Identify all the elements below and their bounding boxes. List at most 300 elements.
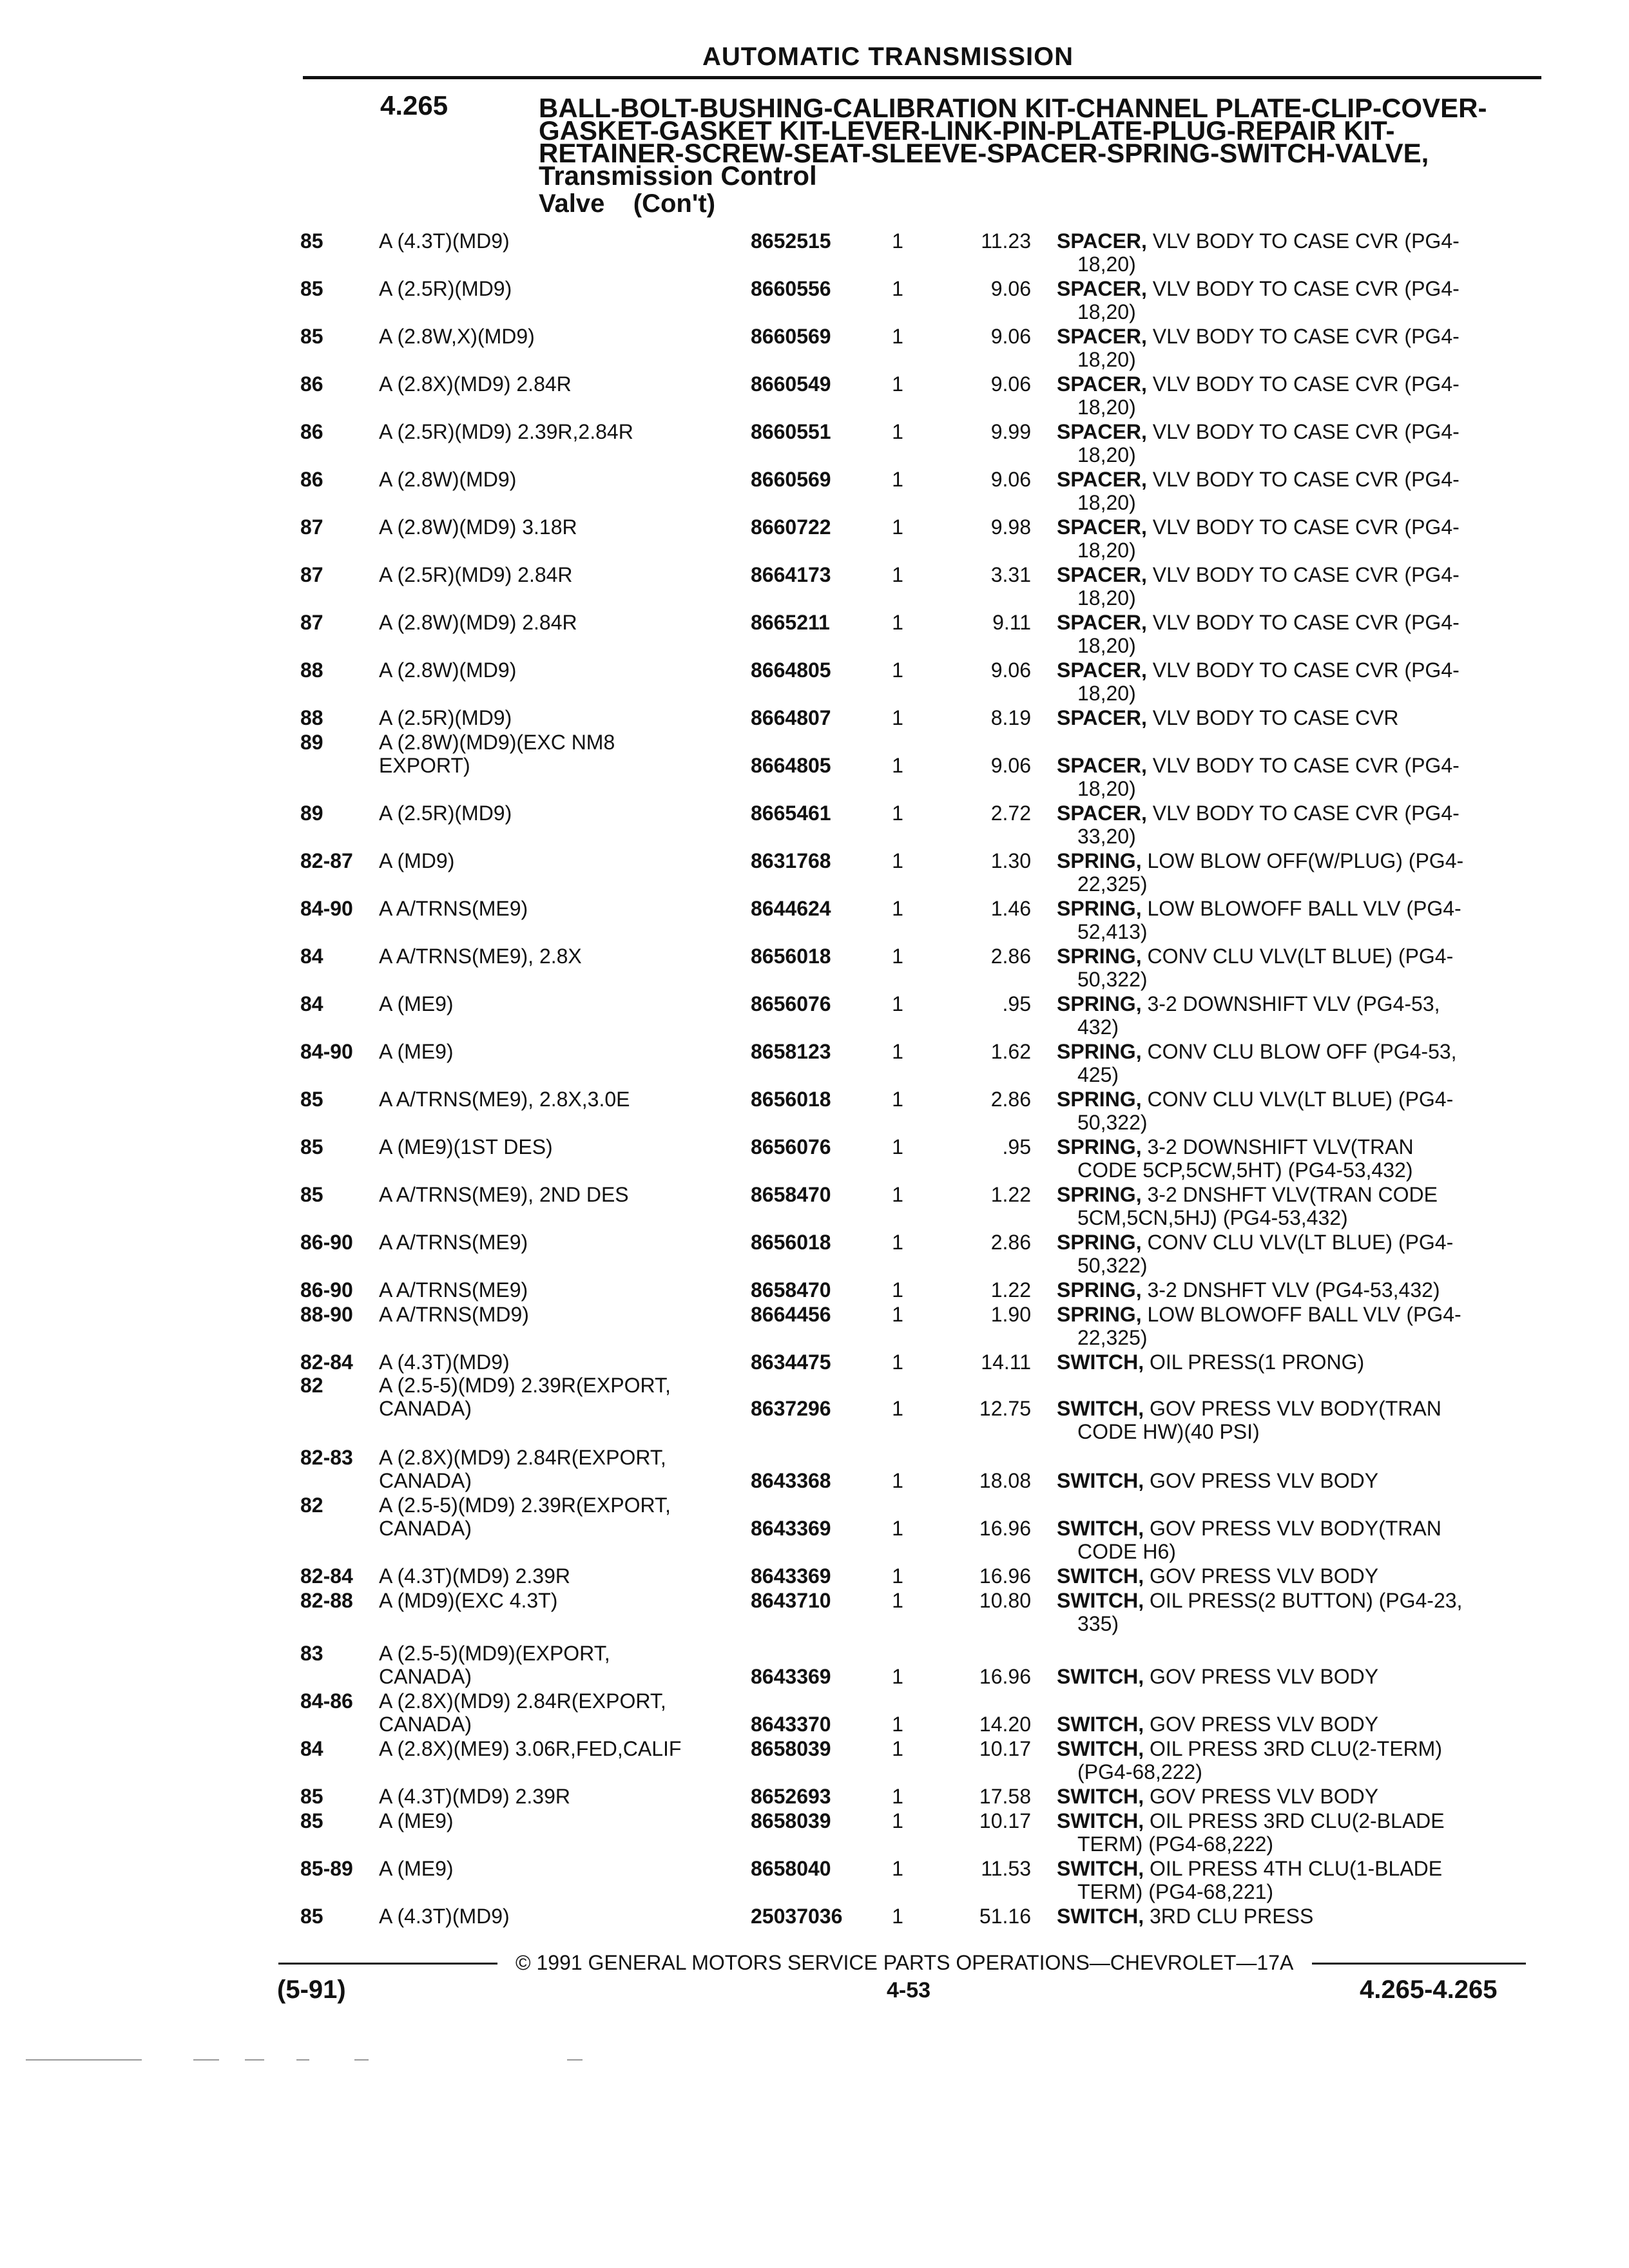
model-year: 86-90 [300,1231,353,1254]
part-name-keyword: SPACER, [1057,706,1147,729]
part-name-keyword: SWITCH, [1057,1809,1144,1832]
part-name-detail: GOV PRESS VLV BODY [1144,1564,1379,1588]
part-name-detail: GOV PRESS VLV BODY [1144,1665,1379,1688]
application-description: A (2.8X)(MD9) 2.84R(EXPORT, CANADA) [379,1689,666,1736]
quantity: 1 [892,945,903,968]
part-name [1057,420,1534,443]
part-name [1057,611,1534,634]
part-name-continuation: 18,20) [1077,634,1136,657]
model-year: 87 [300,515,323,539]
part-name [1057,897,1534,920]
price: 1.22 [990,1183,1031,1206]
part-number: 8643368 [751,1469,831,1492]
part-name-continuation: 50,322) [1077,968,1148,991]
part-name [1057,802,1534,825]
part-name-keyword: SPACER, [1057,468,1147,491]
model-year: 86 [300,420,323,443]
quantity: 1 [892,1809,903,1832]
price: 9.06 [990,658,1031,682]
quantity: 1 [892,1088,903,1111]
part-number: 8664805 [751,658,831,682]
application-description: A A/TRNS(ME9), 2.8X [379,945,582,968]
part-name-keyword: SWITCH, [1057,1737,1144,1760]
quantity: 1 [892,802,903,825]
application-description: A (2.8X)(ME9) 3.06R,FED,CALIF [379,1737,682,1760]
part-number: 8658123 [751,1040,831,1063]
part-number: 8634475 [751,1350,831,1374]
price: .95 [1002,1135,1031,1158]
model-year: 82-88 [300,1589,353,1612]
part-number: 25037036 [751,1905,843,1928]
part-name [1057,1517,1534,1540]
part-name-detail: 3-2 DOWNSHIFT VLV (PG4-53, [1141,992,1440,1015]
application-description: A A/TRNS(MD9) [379,1303,529,1326]
quantity: 1 [892,1040,903,1063]
quantity: 1 [892,1665,903,1688]
part-name-detail: VLV BODY TO CASE CVR [1146,706,1399,729]
page-header-title: AUTOMATIC TRANSMISSION [702,43,1074,71]
price: 10.17 [979,1737,1031,1760]
part-number: 8658470 [751,1278,831,1302]
part-number: 8656018 [751,945,831,968]
part-name-detail: GOV PRESS VLV BODY [1144,1713,1379,1736]
application-description: A (2.8W)(MD9) [379,468,517,491]
part-name-keyword: SPRING, [1057,1278,1142,1302]
price: 9.06 [990,754,1031,777]
part-name-detail: OIL PRESS(1 PRONG) [1144,1350,1365,1374]
part-name-detail: VLV BODY TO CASE CVR (PG4- [1146,468,1460,491]
part-name-keyword: SPACER, [1057,515,1147,539]
model-year: 88 [300,706,323,729]
part-name [1057,1231,1534,1254]
part-name-continuation: 18,20) [1077,396,1136,419]
part-name [1057,1857,1534,1880]
price: 9.06 [990,325,1031,348]
part-name-detail: LOW BLOWOFF BALL VLV (PG4- [1141,1303,1461,1326]
model-year: 89 [300,802,323,825]
part-name-keyword: SPACER, [1057,277,1147,300]
part-number: 8658039 [751,1809,831,1832]
scan-artifact [296,2059,309,2061]
part-name-detail: OIL PRESS 3RD CLU(2-TERM) [1144,1737,1442,1760]
part-number: 8643370 [751,1713,831,1736]
quantity: 1 [892,1183,903,1206]
footer-section-range: 4.265-4.265 [1360,1975,1498,2004]
section-subtitle: Transmission Control [539,160,817,191]
part-name-continuation: 18,20) [1077,253,1136,276]
part-name-detail: VLV BODY TO CASE CVR (PG4- [1146,611,1460,634]
part-name [1057,1397,1534,1420]
part-number: 8660551 [751,420,831,443]
quantity: 1 [892,277,903,300]
part-number: 8664456 [751,1303,831,1326]
price: 10.17 [979,1809,1031,1832]
part-name-continuation: 52,413) [1077,920,1148,943]
part-name-keyword: SPRING, [1057,1135,1142,1158]
price: 16.96 [979,1564,1031,1588]
quantity: 1 [892,515,903,539]
part-number: 8656076 [751,1135,831,1158]
model-year: 86 [300,468,323,491]
model-year: 85 [300,1809,323,1832]
part-number: 8652693 [751,1785,831,1808]
application-description: A A/TRNS(ME9), 2.8X,3.0E [379,1088,630,1111]
application-description: A (2.5R)(MD9) 2.39R,2.84R [379,420,633,443]
part-name [1057,1469,1534,1492]
part-name-keyword: SPACER, [1057,420,1147,443]
model-year: 84-86 [300,1689,353,1713]
application-description: A (ME9) [379,1857,454,1880]
part-name-continuation: 5CM,5CN,5HJ) (PG4-53,432) [1077,1206,1348,1229]
model-year: 85 [300,1183,323,1206]
part-name-continuation: 18,20) [1077,682,1136,705]
part-name [1057,1350,1534,1374]
part-name-detail: OIL PRESS(2 BUTTON) (PG4-23, [1144,1589,1463,1612]
price: 16.96 [979,1517,1031,1540]
application-description: A (2.5R)(MD9) [379,802,512,825]
part-name-keyword: SWITCH, [1057,1905,1144,1928]
model-year: 85 [300,1905,323,1928]
footer-rule-left [278,1963,497,1965]
application-description: A (2.8W)(MD9) 3.18R [379,515,577,539]
quantity: 1 [892,849,903,872]
quantity: 1 [892,563,903,586]
price: 9.06 [990,372,1031,396]
part-number: 8660549 [751,372,831,396]
price: 9.99 [990,420,1031,443]
part-number: 8660569 [751,468,831,491]
part-name-keyword: SPACER, [1057,325,1147,348]
price: .95 [1002,992,1031,1015]
price: 51.16 [979,1905,1031,1928]
application-description: A (2.8W)(MD9)(EXC NM8 EXPORT) [379,731,615,777]
model-year: 85-89 [300,1857,353,1880]
part-name-keyword: SWITCH, [1057,1857,1144,1880]
application-description: A (MD9) [379,849,455,872]
part-name-keyword: SPACER, [1057,372,1147,396]
price: 9.98 [990,515,1031,539]
application-description: A (4.3T)(MD9) [379,1905,510,1928]
part-name-keyword: SPRING, [1057,1088,1142,1111]
part-name [1057,754,1534,777]
part-name-detail: VLV BODY TO CASE CVR (PG4- [1146,325,1460,348]
price: 10.80 [979,1589,1031,1612]
quantity: 1 [892,897,903,920]
part-name [1057,658,1534,682]
model-year: 86-90 [300,1278,353,1302]
part-name-keyword: SPRING, [1057,1183,1142,1206]
part-name [1057,706,1534,729]
application-description: A (ME9)(1ST DES) [379,1135,553,1158]
price: 17.58 [979,1785,1031,1808]
part-number: 8643369 [751,1517,831,1540]
part-number: 8660556 [751,277,831,300]
quantity: 1 [892,611,903,634]
part-name-keyword: SWITCH, [1057,1785,1144,1808]
model-year: 88 [300,658,323,682]
part-name-keyword: SPRING, [1057,1040,1142,1063]
model-year: 87 [300,563,323,586]
quantity: 1 [892,706,903,729]
part-name [1057,1040,1534,1063]
part-name-detail: GOV PRESS VLV BODY [1144,1785,1379,1808]
scan-artifact [245,2059,264,2061]
price: 11.23 [981,229,1031,253]
part-name [1057,1088,1534,1111]
quantity: 1 [892,1350,903,1374]
price: 1.46 [990,897,1031,920]
application-description: A (4.3T)(MD9) [379,1350,510,1374]
part-name-keyword: SWITCH, [1057,1517,1144,1540]
quantity: 1 [892,1135,903,1158]
part-number: 8658470 [751,1183,831,1206]
model-year: 88-90 [300,1303,353,1326]
part-name [1057,1905,1534,1928]
part-name-detail: VLV BODY TO CASE CVR (PG4- [1146,563,1460,586]
part-name-detail: VLV BODY TO CASE CVR (PG4- [1146,515,1460,539]
table-row [0,1494,1629,1564]
price: 1.90 [990,1303,1031,1326]
quantity: 1 [892,1737,903,1760]
application-description: A (2.8W)(MD9) [379,658,517,682]
model-year: 84-90 [300,1040,353,1063]
part-name-detail: 3-2 DOWNSHIFT VLV(TRAN [1141,1135,1414,1158]
application-description: A (2.8W)(MD9) 2.84R [379,611,577,634]
application-description: A (2.5R)(MD9) [379,277,512,300]
model-year: 82-84 [300,1350,353,1374]
part-name-keyword: SPACER, [1057,611,1147,634]
part-name-continuation: CODE 5CP,5CW,5HT) (PG4-53,432) [1077,1158,1413,1182]
part-number: 8644624 [751,897,831,920]
quantity: 1 [892,420,903,443]
model-year: 85 [300,229,323,253]
part-name-continuation: 18,20) [1077,491,1136,514]
part-name-continuation: 50,322) [1077,1254,1148,1277]
part-name-detail: CONV CLU VLV(LT BLUE) (PG4- [1141,1231,1454,1254]
quantity: 1 [892,1517,903,1540]
price: 9.06 [990,277,1031,300]
part-name [1057,849,1534,872]
quantity: 1 [892,1278,903,1302]
part-name-keyword: SPACER, [1057,563,1147,586]
price: 2.86 [990,1231,1031,1254]
model-year: 82-84 [300,1564,353,1588]
part-name [1057,229,1534,253]
model-year: 82 [300,1494,323,1517]
part-name-detail: VLV BODY TO CASE CVR (PG4- [1146,372,1460,396]
application-description: A (ME9) [379,1809,454,1832]
part-number: 8660722 [751,515,831,539]
part-name-keyword: SWITCH, [1057,1397,1144,1420]
part-name-detail: GOV PRESS VLV BODY [1144,1469,1379,1492]
application-description: A A/TRNS(ME9) [379,1231,528,1254]
quantity: 1 [892,1713,903,1736]
application-description: A (ME9) [379,1040,454,1063]
model-year: 85 [300,325,323,348]
quantity: 1 [892,658,903,682]
quantity: 1 [892,1785,903,1808]
part-name-detail: VLV BODY TO CASE CVR (PG4- [1146,802,1460,825]
part-name-detail: CONV CLU VLV(LT BLUE) (PG4- [1141,1088,1454,1111]
part-name-continuation: 18,20) [1077,348,1136,371]
part-number: 8643710 [751,1589,831,1612]
part-name-continuation: TERM) (PG4-68,221) [1077,1880,1274,1903]
part-name [1057,1183,1534,1206]
model-year: 82 [300,1374,323,1397]
table-row [0,731,1629,802]
model-year: 87 [300,611,323,634]
part-number: 8656018 [751,1088,831,1111]
application-description: A (ME9) [379,992,454,1015]
model-year: 85 [300,1088,323,1111]
part-number: 8631768 [751,849,831,872]
part-number: 8643369 [751,1665,831,1688]
part-name [1057,1589,1534,1612]
part-name-continuation: 33,20) [1077,825,1136,848]
part-name-keyword: SPRING, [1057,849,1142,872]
part-name-continuation: 18,20) [1077,443,1136,466]
application-description: A (2.8X)(MD9) 2.84R [379,372,572,396]
section-number: 4.265 [380,90,448,120]
application-description: A (4.3T)(MD9) 2.39R [379,1564,570,1588]
quantity: 1 [892,992,903,1015]
price: 1.30 [990,849,1031,872]
model-year: 84 [300,992,323,1015]
part-name [1057,992,1534,1015]
part-name [1057,277,1534,300]
part-name [1057,372,1534,396]
price: 1.22 [990,1278,1031,1302]
part-name-keyword: SPACER, [1057,658,1147,682]
model-year: 84-90 [300,897,353,920]
part-name [1057,1737,1534,1760]
application-description: A (4.3T)(MD9) [379,229,510,253]
part-name-detail: CONV CLU BLOW OFF (PG4-53, [1141,1040,1457,1063]
quantity: 1 [892,468,903,491]
price: 2.86 [990,945,1031,968]
part-name-continuation: 22,325) [1077,872,1148,896]
price: 11.53 [981,1857,1031,1880]
part-name [1057,945,1534,968]
part-name-detail: VLV BODY TO CASE CVR (PG4- [1146,754,1460,777]
price: 9.11 [992,611,1031,634]
part-number: 8652515 [751,229,831,253]
quantity: 1 [892,1231,903,1254]
scan-artifact [567,2059,583,2061]
quantity: 1 [892,1857,903,1880]
quantity: 1 [892,1905,903,1928]
part-name-detail: CONV CLU VLV(LT BLUE) (PG4- [1141,945,1454,968]
footer-rule-right [1312,1963,1526,1965]
part-name-keyword: SWITCH, [1057,1589,1144,1612]
part-name-detail: VLV BODY TO CASE CVR (PG4- [1146,229,1460,253]
footer-page-number: 4-53 [887,1978,931,2003]
part-name [1057,1135,1534,1158]
application-description: A (2.8X)(MD9) 2.84R(EXPORT, CANADA) [379,1446,666,1492]
application-description: A A/TRNS(ME9) [379,1278,528,1302]
part-name-detail: LOW BLOWOFF BALL VLV (PG4- [1141,897,1461,920]
price: 18.08 [979,1469,1031,1492]
price: 3.31 [990,563,1031,586]
part-name-detail: VLV BODY TO CASE CVR (PG4- [1146,420,1460,443]
part-name-detail: 3-2 DNSHFT VLV (PG4-53,432) [1141,1278,1440,1302]
part-name [1057,1713,1534,1736]
application-description: A (4.3T)(MD9) 2.39R [379,1785,570,1808]
quantity: 1 [892,325,903,348]
part-name-detail: VLV BODY TO CASE CVR (PG4- [1146,658,1460,682]
application-description: A (MD9)(EXC 4.3T) [379,1589,558,1612]
part-number: 8656076 [751,992,831,1015]
part-name [1057,1278,1534,1302]
footer-date: (5-91) [277,1975,346,2004]
part-name [1057,1785,1534,1808]
model-year: 82-87 [300,849,353,872]
model-year: 84 [300,945,323,968]
part-number: 8664805 [751,754,831,777]
quantity: 1 [892,754,903,777]
application-description: A (2.5-5)(MD9)(EXPORT, CANADA) [379,1642,610,1688]
application-description: A (2.5R)(MD9) [379,706,512,729]
part-name-continuation: 18,20) [1077,300,1136,323]
part-name-keyword: SPRING, [1057,1303,1142,1326]
part-name-detail: VLV BODY TO CASE CVR (PG4- [1146,277,1460,300]
part-name-keyword: SPACER, [1057,754,1147,777]
quantity: 1 [892,1589,903,1612]
part-name-keyword: SWITCH, [1057,1713,1144,1736]
model-year: 89 [300,731,323,754]
quantity: 1 [892,1469,903,1492]
footer-copyright: © 1991 GENERAL MOTORS SERVICE PARTS OPERATIONS—CHEVROLET—17A [516,1951,1294,1974]
part-name-continuation: TERM) (PG4-68,222) [1077,1832,1274,1856]
part-name-detail: OIL PRESS 4TH CLU(1-BLADE [1144,1857,1443,1880]
price: 14.20 [979,1713,1031,1736]
application-description: A (2.8W,X)(MD9) [379,325,535,348]
quantity: 1 [892,229,903,253]
model-year: 82-83 [300,1446,353,1469]
continued-label: (Con't) [633,189,716,218]
part-number: 8658040 [751,1857,831,1880]
part-name [1057,1564,1534,1588]
part-number: 8656018 [751,1231,831,1254]
part-name [1057,1809,1534,1832]
price: 9.06 [990,468,1031,491]
part-name-keyword: SWITCH, [1057,1665,1144,1688]
application-description: A (2.5-5)(MD9) 2.39R(EXPORT, CANADA) [379,1374,671,1420]
part-name-detail: 3RD CLU PRESS [1144,1905,1314,1928]
price: 1.62 [990,1040,1031,1063]
scan-artifact [354,2059,369,2061]
quantity: 1 [892,372,903,396]
part-name-keyword: SPACER, [1057,229,1147,253]
table-row [0,1374,1629,1445]
quantity: 1 [892,1303,903,1326]
part-name-continuation: 432) [1077,1015,1119,1039]
model-year: 85 [300,1785,323,1808]
part-name-continuation: 22,325) [1077,1326,1148,1349]
part-name-keyword: SPACER, [1057,802,1147,825]
application-description: A (2.5-5)(MD9) 2.39R(EXPORT, CANADA) [379,1494,671,1540]
scan-artifact [193,2059,219,2061]
price: 2.72 [990,802,1031,825]
price: 8.19 [990,706,1031,729]
section-title-end: Valve [539,189,605,218]
scan-artifact [26,2059,142,2061]
quantity: 1 [892,1564,903,1588]
model-year: 85 [300,277,323,300]
part-name-keyword: SWITCH, [1057,1469,1144,1492]
part-number: 8664173 [751,563,831,586]
price: 16.96 [979,1665,1031,1688]
